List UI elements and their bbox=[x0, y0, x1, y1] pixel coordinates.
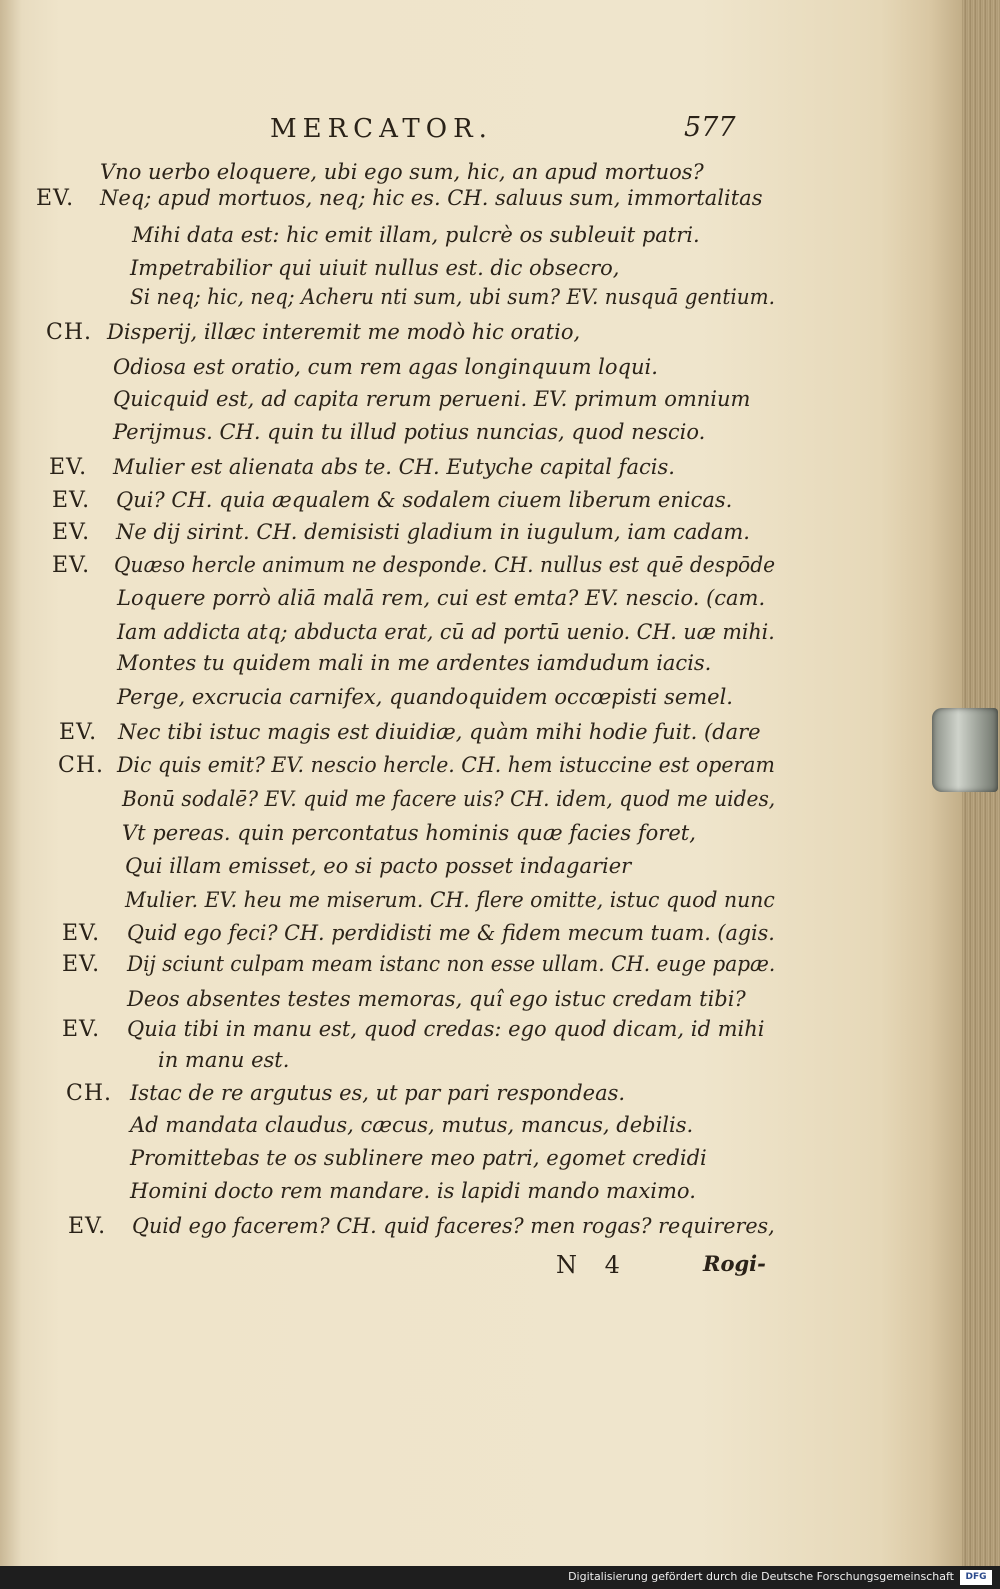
verse-text: Istac de re argutus es, ut par pari respondeas. bbox=[130, 1081, 626, 1105]
verse-text: Quicquid est, ad capita rerum perueni. EV. primum omnium bbox=[113, 387, 751, 411]
speaker-label: EV. bbox=[36, 186, 75, 211]
verse-line bbox=[0, 888, 962, 922]
dfg-logo: DFG bbox=[960, 1570, 992, 1585]
verse-line bbox=[0, 1146, 962, 1180]
verse-text: Quid ego facerem? CH. quid faceres? men rogas? requireres, bbox=[132, 1214, 775, 1238]
verse-text: Quia tibi in manu est, quod credas: ego quod dicam, id mihi bbox=[127, 1017, 765, 1041]
verse-text: Mulier est alienata abs te. CH. Eutyche capital facis. bbox=[113, 455, 675, 479]
speaker-label: EV. bbox=[52, 520, 91, 545]
verse-line bbox=[0, 420, 962, 454]
verse-text: Dic quis emit? EV. nescio hercle. CH. hem istuccine est operam bbox=[117, 753, 775, 777]
verse-text: Si neq; hic, neq; Acheru nti sum, ubi sum? EV. nusquā gentium. bbox=[130, 285, 776, 309]
verse-line bbox=[0, 488, 962, 522]
verse-line bbox=[0, 520, 962, 554]
verse-line bbox=[0, 553, 962, 587]
verse-line bbox=[0, 821, 962, 855]
verse-line bbox=[0, 1048, 962, 1082]
verse-line bbox=[0, 1214, 962, 1248]
verse-line bbox=[0, 186, 962, 220]
signature-mark: N 4 bbox=[556, 1251, 630, 1279]
verse-text: Qui? CH. quia æqualem & sodalem ciuem liberum enicas. bbox=[116, 488, 733, 512]
verse-line bbox=[0, 987, 962, 1021]
verse-line bbox=[0, 685, 962, 719]
speaker-label: EV. bbox=[62, 921, 101, 946]
speaker-label: EV. bbox=[62, 1017, 101, 1042]
verse-line bbox=[0, 355, 962, 389]
footer-credit: Digitalisierung gefördert durch die Deutsche Forschungsgemeinschaft bbox=[568, 1570, 954, 1583]
verse-line bbox=[0, 285, 962, 319]
verse-line bbox=[0, 223, 962, 257]
verse-text: Odiosa est oratio, cum rem agas longinquum loqui. bbox=[113, 355, 658, 379]
verse-line bbox=[0, 320, 962, 354]
verse-text: Quæso hercle animum ne desponde. CH. nullus est quē despōde bbox=[114, 553, 776, 577]
verse-text: Neq; apud mortuos, neq; hic es. CH. saluus sum, immortalitas bbox=[100, 186, 763, 210]
verse-text: Montes tu quidem mali in me ardentes iamdudum iacis. bbox=[117, 651, 712, 675]
verse-text: Nec tibi istuc magis est diuidiæ, quàm mihi hodie fuit. (dare bbox=[118, 720, 761, 744]
verse-text: Loquere porrò aliā malā rem, cui est emta? EV. nescio. (cam. bbox=[117, 586, 766, 610]
verse-line bbox=[0, 787, 962, 821]
verse-line bbox=[0, 1113, 962, 1147]
running-title: MERCATOR. bbox=[270, 114, 493, 144]
verse-line bbox=[0, 455, 962, 489]
catchword: Rogi- bbox=[703, 1251, 766, 1276]
verse-text: Vt pereas. quin percontatus hominis quæ facies foret, bbox=[122, 821, 696, 845]
verse-text: Promittebas te os sublinere meo patri, egomet credidi bbox=[130, 1146, 707, 1170]
verse-line bbox=[0, 387, 962, 421]
verse-line bbox=[0, 921, 962, 955]
verse-text: Perijmus. CH. quin tu illud potius nuncias, quod nescio. bbox=[113, 420, 706, 444]
speaker-label: CH. bbox=[46, 320, 93, 345]
verse-text: Perge, excrucia carnifex, quandoquidem occœpisti semel. bbox=[117, 685, 733, 709]
speaker-label: CH. bbox=[58, 753, 105, 778]
verse-text: Quid ego feci? CH. perdidisti me & fidem mecum tuam. (agis. bbox=[127, 921, 775, 945]
speaker-label: EV. bbox=[52, 488, 91, 513]
speaker-label: CH. bbox=[66, 1081, 113, 1106]
verse-text: Ne dij sirint. CH. demisisti gladium in iugulum, iam cadam. bbox=[116, 520, 750, 544]
verse-text: Mihi data est: hic emit illam, pulcrè os subleuit patri. bbox=[132, 223, 700, 247]
verse-text: Qui illam emisset, eo si pacto posset indagarier bbox=[125, 854, 632, 878]
verse-line bbox=[0, 720, 962, 754]
verse-line bbox=[0, 952, 962, 986]
verse-line bbox=[0, 620, 962, 654]
verse-text: Vno uerbo eloquere, ubi ego sum, hic, an apud mortuos? bbox=[100, 160, 704, 184]
verse-text: Bonū sodalē? EV. quid me facere uis? CH. idem, quod me uides, bbox=[122, 787, 776, 811]
speaker-label: EV. bbox=[62, 952, 101, 977]
page-number: 577 bbox=[684, 112, 736, 143]
speaker-label: EV. bbox=[52, 553, 91, 578]
verse-line bbox=[0, 651, 962, 685]
verse-text: Deos absentes testes memoras, quî ego istuc credam tibi? bbox=[127, 987, 746, 1011]
verse-line bbox=[0, 753, 962, 787]
footer-bar bbox=[0, 1566, 1000, 1589]
verse-line bbox=[0, 854, 962, 888]
verse-text: Disperij, illæc interemit me modò hic oratio, bbox=[107, 320, 581, 344]
speaker-label: EV. bbox=[68, 1214, 107, 1239]
verse-text: Mulier. EV. heu me miserum. CH. flere omitte, istuc quod nunc bbox=[125, 888, 775, 912]
verse-line bbox=[0, 1017, 962, 1051]
verse-text: Homini docto rem mandare. is lapidi mando maximo. bbox=[130, 1179, 696, 1203]
verse-text: Iam addicta atq; abducta erat, cū ad portū uenio. CH. uæ mihi. bbox=[117, 620, 775, 644]
verse-text: Dij sciunt culpam meam istanc non esse ullam. CH. euge papæ. bbox=[127, 952, 776, 976]
verse-line bbox=[0, 1179, 962, 1213]
verse-text: Ad mandata claudus, cæcus, mutus, mancus, debilis. bbox=[130, 1113, 694, 1137]
verse-text: in manu est. bbox=[158, 1048, 290, 1072]
verse-line bbox=[0, 1081, 962, 1115]
verse-text: Impetrabilior qui uiuit nullus est. dic obsecro, bbox=[130, 256, 620, 280]
speaker-label: EV. bbox=[49, 455, 88, 480]
speaker-label: EV. bbox=[59, 720, 98, 745]
verse-line bbox=[0, 586, 962, 620]
